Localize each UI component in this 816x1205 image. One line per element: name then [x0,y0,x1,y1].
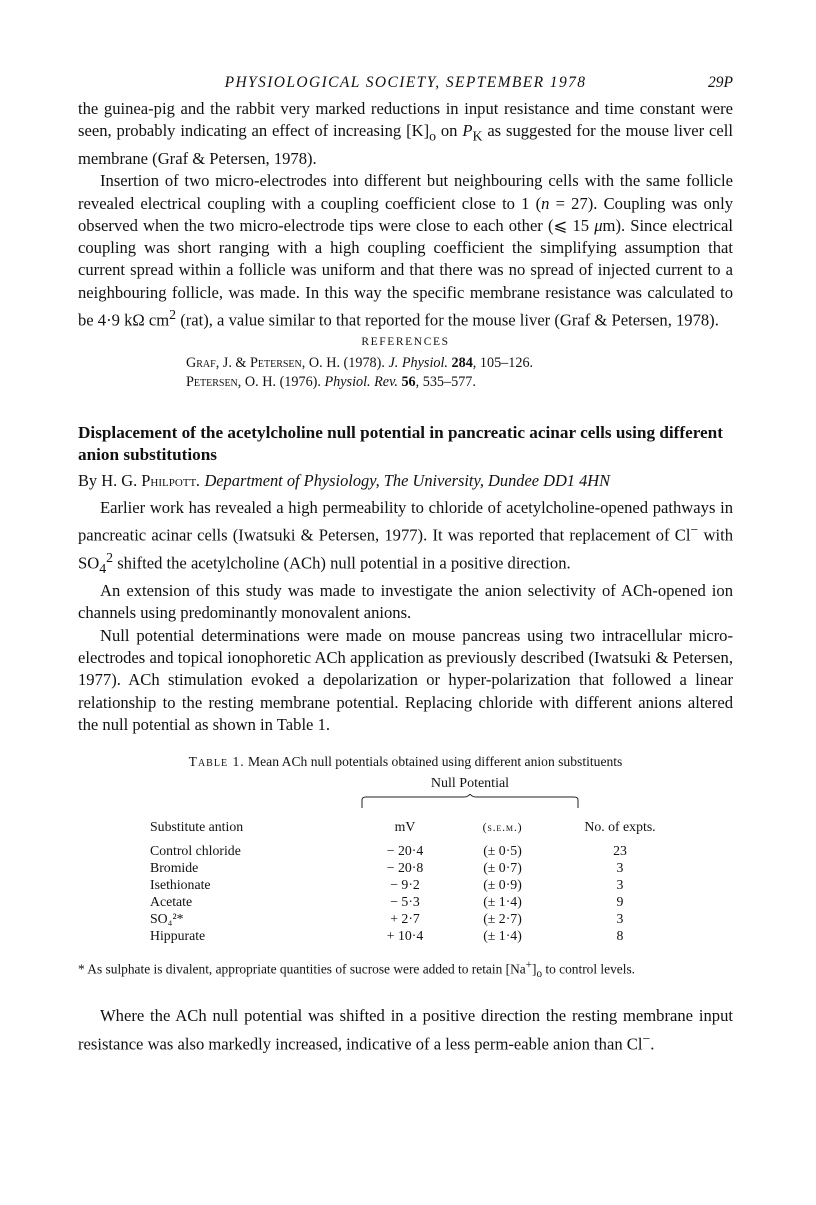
article-paragraph-3: Null potential determinations were made on mouse pancreas using two intracellular micro-electrodes and topical ionophoretic ACh application as previously described (Iwatsuki & Petersen, 1977). ACh stimulation evoked a depolarization or hyper-polarization that followed a linear relationship to the resting membrane potential. Replacing chloride with different anions altered the null potential as shown in Table 1. [78,625,733,734]
cell-anion: Acetate [150,894,193,910]
text-run: = 27). Coupling was only observed when the two micro-electrode tips were close to each other (⩽ 15 [78,193,734,235]
ref-pages: , 535–577. [415,373,476,390]
byline-prefix: By [78,470,102,490]
null-potential-label: Null Potential [430,776,510,792]
byline [78,470,733,492]
italic-symbol: P [462,121,473,141]
text-run: m). Since electrical coupling was short ranging with a high coupling coefficient the simplifying assumption that current spread within a follicle was uniform and that there was no spread of injected current to a neighbouring follicle, was made. In this way the specific membrane resistance was calculated to be 4·9 kΩ cm [78,215,733,330]
subscript: 4 [99,560,107,576]
article-paragraph-2: An extension of this study was made to investigate the anion selectivity of ACh-opened ion channels using predominantly monovalent anions. [78,581,733,623]
col-header-anion: Substitute antion [150,819,244,835]
affiliation: . Department of Physiology, The University, Dundee DD1 4HN [196,470,611,490]
text-run: Earlier work has revealed a high permeability to chloride of acetylcholine-opened pathways in pancreatic acinar cells (Iwatsuki & Petersen, 1977). It was reported that replacement of Cl [78,497,733,545]
subscript: o [536,968,543,981]
text-run: (rat), a value similar to that reported for the mouse liver (Graf & Petersen, 1978). [176,310,719,330]
cell-sem: (± 1·4) [483,894,522,910]
superscript: 2 [106,549,114,565]
cell-mv: + 2·7 [390,911,420,927]
ref-volume: 284 [447,354,473,371]
running-title: PHYSIOLOGICAL SOCIETY, SEPTEMBER 1978 [224,74,587,91]
cell-n: 8 [616,928,624,944]
ref-year: (1976). [276,373,325,390]
cell-mv: − 20·4 [386,843,424,859]
italic-symbol: μ [594,215,603,235]
table-row [150,910,685,927]
col-header-sem: (s.e.m.) [482,820,523,835]
text-run: on [436,121,463,141]
cell-mv: + 10·4 [386,928,424,944]
cell-sem: (± 1·4) [483,928,522,944]
cell-n: 9 [616,894,624,910]
cell-anion: Bromide [150,860,199,876]
ref-pages: , 105–126. [472,354,534,371]
cell-n: 3 [616,911,624,927]
page-number: 29P [708,74,733,91]
text-run: as suggested for the mouse liver cell membrane (Graf & Petersen, 1978). [78,121,733,168]
subscript: K [472,128,483,144]
reference-item [186,354,733,373]
cell-anion: Hippurate [150,928,206,944]
ref-year: (1978). [340,354,389,371]
author-name: H. G. Philpott [101,470,197,490]
table-caption [78,754,733,770]
brace-icon [360,794,580,810]
superscript: + [525,959,532,972]
text-run: ] [532,961,537,977]
ref-authors: Graf, J. & Petersen, O. H. [186,354,340,371]
cell-anion: Isethionate [150,877,211,893]
article-paragraph-1 [78,497,733,580]
cell-sem: (± 0·5) [483,843,522,859]
text-run: shifted the acetylcholine (ACh) null potential in a positive direction. [113,553,571,573]
cell-mv: − 5·3 [390,894,420,910]
table-label: Table 1. [188,754,245,770]
ref-journal: J. Physiol. [388,354,448,371]
superscript: − [690,522,699,538]
table-caption-text: Mean ACh null potentials obtained using different anion substituents [244,754,623,770]
table-group-header [150,776,733,816]
reference-item [186,373,733,392]
table-row [150,927,685,944]
table-row [150,893,685,910]
cell-anion: SO₄²* [150,911,184,927]
cell-sem: (± 2·7) [483,911,522,927]
ref-journal: Physiol. Rev. [324,373,398,390]
prev-article-paragraph-2 [78,170,733,332]
text-run: . [650,1034,655,1054]
cell-sem: (± 0·9) [483,877,522,893]
text-run: Insertion of two micro-electrodes into different but neighbouring cells with the same follicle revealed electrical coupling with a coupling coefficient close to 1 ( [78,171,733,213]
prev-article-paragraph-1 [78,98,733,170]
table-row [150,876,685,893]
article-title: Displacement of the acetylcholine null potential in pancreatic acinar cells using different anion substitutions [78,422,723,464]
table-row [150,842,685,859]
ref-volume: 56 [397,373,416,390]
references-heading: REFERENCES [361,335,450,348]
cell-n: 23 [613,843,627,859]
text-run: the guinea-pig and the rabbit very marked reductions in input resistance and time constant were seen, probably indicating an effect of increasing [K] [78,99,733,141]
col-header-expts: No. of expts. [584,819,656,835]
cell-mv: − 20·8 [386,860,424,876]
table-footnote [78,956,733,983]
superscript: − [642,1030,651,1046]
cell-anion: Control chloride [150,843,241,859]
table-row [150,859,685,876]
ref-authors: Petersen, O. H. [186,373,277,390]
italic-symbol: n [541,193,550,213]
cell-mv: − 9·2 [390,877,420,893]
text-run: to control levels. [542,961,636,977]
subscript: o [429,128,437,144]
cell-n: 3 [616,860,624,876]
page [78,74,733,1055]
superscript: 2 [169,306,177,322]
article-paragraph-4 [78,1005,733,1055]
table-header-row [150,816,685,842]
text-run: with SO [78,525,733,573]
running-header [78,74,733,98]
text-run: Where the ACh null potential was shifted in a positive direction the resting membrane input resistance was also markedly increased, indicative of a less perm-eable anion than Cl [78,1006,733,1054]
text-run: * As sulphate is divalent, appropriate quantities of sucrose were added to retain [Na [78,961,526,977]
col-header-mv: mV [394,819,416,835]
cell-n: 3 [616,877,624,893]
cell-sem: (± 0·7) [483,860,522,876]
results-table [150,816,685,944]
